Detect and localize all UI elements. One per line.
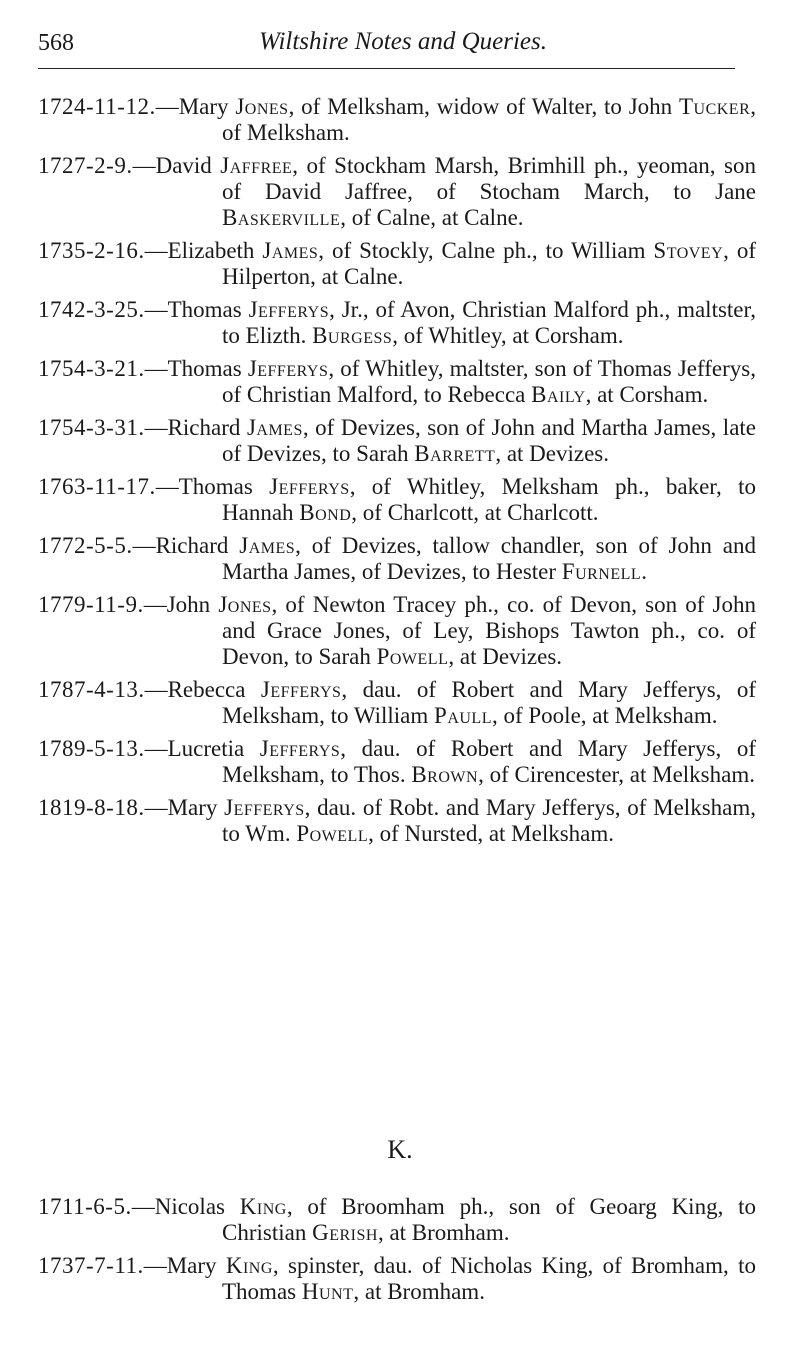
entry-text: , of Charlcott, at Charlcott.	[351, 500, 599, 525]
entry-date: 1724-11-12.	[38, 94, 156, 119]
marriage-entry	[38, 153, 756, 231]
entry-text: , spinster, dau. of Nicholas King, of Bromham, to Thomas	[222, 1253, 756, 1304]
entry-surname: Stovey	[653, 238, 724, 263]
page-header	[38, 18, 738, 58]
entry-date: 1754-3-31.	[38, 415, 145, 440]
entry-surname: Baskerville	[222, 205, 341, 230]
entry-surname: Paull	[434, 703, 492, 728]
entry-date: 1772-5-5.	[38, 533, 133, 558]
entry-text: .	[641, 559, 647, 584]
entry-surname: Jefferys	[260, 677, 342, 702]
entry-text: , at Bromham.	[353, 1279, 485, 1304]
entry-surname: James	[246, 415, 303, 440]
entry-surname: Baily	[531, 382, 586, 407]
entry-surname: Bond	[299, 500, 352, 525]
entry-surname: Barrett	[414, 441, 496, 466]
entry-text: , of Whitley, maltster, son of Thomas Jefferys, of Christian Malford, to Rebecca	[222, 356, 756, 407]
entry-text: —Thomas	[155, 474, 270, 499]
marriage-entry	[38, 415, 756, 467]
entry-text: , of Whitley, Melksham ph., baker, to Hannah	[222, 474, 756, 525]
entry-text: —Nicolas	[131, 1194, 240, 1219]
entry-surname: James	[239, 533, 296, 558]
entry-text: —John	[143, 592, 219, 617]
marriage-entry	[38, 356, 756, 408]
entry-surname: Jaffree	[220, 153, 293, 178]
entry-date: 1819-8-18.	[38, 795, 145, 820]
entry-date: 1763-11-17.	[38, 474, 156, 499]
entry-surname: King	[225, 1253, 273, 1278]
entry-text: , of Broomham ph., son of Geoarg King, to Christian	[222, 1194, 756, 1245]
marriage-entry	[38, 736, 756, 788]
entry-date: 1779-11-9.	[38, 592, 144, 617]
entry-text: —Richard	[144, 415, 247, 440]
section-heading-k: K.	[387, 1135, 413, 1164]
entry-text: , of Stockly, Calne ph., to William	[318, 238, 654, 263]
marriage-entry	[38, 533, 756, 585]
entry-text: , dau. of Robert and Mary Jefferys, of Melksham, to Thos.	[222, 736, 756, 787]
entry-date: 1754-3-21.	[38, 356, 145, 381]
entry-text: , of Calne, at Calne.	[340, 205, 524, 230]
entry-surname: Gerish	[312, 1220, 378, 1245]
marriage-entry	[38, 1253, 756, 1305]
entry-surname: Brown	[411, 762, 479, 787]
entry-date: 1735-2-16.	[38, 238, 145, 263]
entry-text: —Lucretia	[144, 736, 260, 761]
entry-surname: Jones	[235, 94, 289, 119]
entry-text: —Elizabeth	[144, 238, 263, 263]
entry-text: —Thomas	[144, 297, 249, 322]
entry-text: , at Bromham.	[377, 1220, 510, 1245]
header-rule	[38, 68, 735, 69]
marriage-entry	[38, 474, 756, 526]
entry-text: , of Melksham, widow of Walter, to John	[288, 94, 679, 119]
entry-surname: Jefferys	[259, 736, 341, 761]
entry-surname: James	[262, 238, 319, 263]
entry-surname: Powell	[296, 821, 369, 846]
entry-text: , dau. of Robert and Mary Jefferys, of Melksham, to William	[222, 677, 756, 728]
marriage-entry	[38, 1194, 756, 1246]
entry-text: , dau. of Robt. and Mary Jefferys, of Melksham, to Wm.	[222, 795, 756, 846]
entry-surname: Burgess	[312, 323, 393, 348]
entry-text: , of Poole, at Melksham.	[491, 703, 718, 728]
entry-text: , of Nursted, at Melksham.	[368, 821, 615, 846]
entry-text: , of Melksham.	[222, 94, 756, 145]
entry-text: —Mary	[155, 94, 236, 119]
entry-date: 1737-7-11.	[38, 1253, 144, 1278]
entry-surname: Jefferys	[248, 297, 330, 322]
marriage-entry	[38, 592, 756, 670]
entry-date: 1789-5-13.	[38, 736, 145, 761]
entry-text: —Mary	[144, 795, 225, 820]
entry-date: 1727-2-9.	[38, 153, 133, 178]
marriage-entries-k	[38, 1194, 756, 1312]
entry-text: , Jr., of Avon, Christian Malford ph., maltster, to Elizth.	[222, 297, 756, 348]
entry-text: —Thomas	[144, 356, 248, 381]
entry-text: , of Stockham Marsh, Brimhill ph., yeoman, son of David Jaffree, of Stocham March, to Jane	[222, 153, 756, 204]
marriage-entry	[38, 795, 756, 847]
entry-surname: Jefferys	[247, 356, 329, 381]
entry-text: —Rebecca	[144, 677, 261, 702]
entry-text: , of Devizes, son of John and Martha James, late of Devizes, to Sarah	[222, 415, 756, 466]
entry-surname: Furnell	[561, 559, 642, 584]
entry-text: , of Hilperton, at Calne.	[222, 238, 756, 289]
entry-text: —Richard	[132, 533, 240, 558]
entry-text: , at Devizes.	[495, 441, 609, 466]
entry-text: , of Whitley, at Corsham.	[392, 323, 624, 348]
entry-surname: Powell	[376, 644, 449, 669]
entry-date: 1787-4-13.	[38, 677, 145, 702]
page-number: 568	[38, 30, 74, 56]
entry-text: , at Corsham.	[585, 382, 709, 407]
running-title: Wiltshire Notes and Queries.	[259, 28, 547, 55]
entry-text: , of Cirencester, at Melksham.	[478, 762, 755, 787]
entry-date: 1711-6-5.	[38, 1194, 132, 1219]
marriage-entries	[38, 94, 756, 854]
entry-surname: King	[239, 1194, 287, 1219]
entry-text: , at Devizes.	[448, 644, 563, 669]
entry-date: 1742-3-25.	[38, 297, 145, 322]
marriage-entry	[38, 677, 756, 729]
entry-surname: Jefferys	[224, 795, 305, 820]
entry-text: , of Newton Tracey ph., co. of Devon, son of John and Grace Jones, of Ley, Bishops Tawton ph., co. of Devon, to Sarah	[222, 592, 756, 669]
entry-text: , of Devizes, tallow chandler, son of John and Martha James, of Devizes, to Hester	[222, 533, 757, 584]
entry-surname: Hunt	[301, 1279, 354, 1304]
entry-surname: Jefferys	[269, 474, 350, 499]
entry-surname: Jones	[218, 592, 272, 617]
entry-surname: Tucker	[678, 94, 751, 119]
entry-text: —Mary	[143, 1253, 226, 1278]
marriage-entry	[38, 297, 756, 349]
marriage-entry	[38, 238, 756, 290]
marriage-entry	[38, 94, 756, 146]
entry-text: —David	[132, 153, 221, 178]
